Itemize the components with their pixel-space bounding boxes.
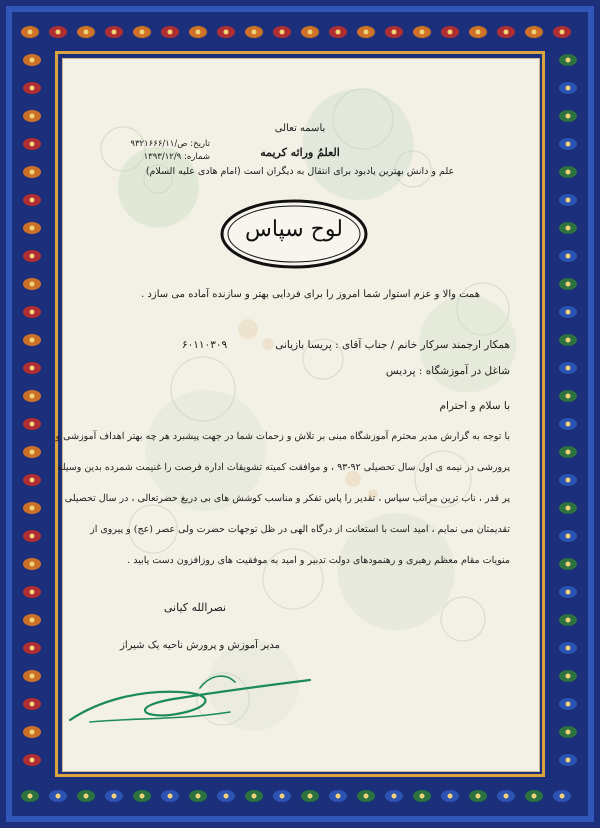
- certificate-title: لوح سپاس: [245, 217, 343, 242]
- recipient-code: ۶۰۱۱۰۳۰۹: [182, 339, 228, 351]
- date-label: تاریخ: ص/۹۳۲۱۶۶۶/۱۱: [130, 139, 210, 149]
- intro-text: همت والا و عزم استوار شما امروز را برای فردایی بهتر و سازنده آماده می سازد .: [141, 289, 480, 300]
- signatory-title: مدیر آموزش و پرورش ناحیه یک شیراز: [120, 640, 280, 651]
- motto-title: العلمُ وراثه کریمه: [260, 146, 340, 159]
- motto-line: علم و دانش بهترین یادبود برای انتقال به دیگران است (امام هادی علیه السلام): [145, 166, 455, 177]
- recipient-workplace: شاغل در آموزشگاه : پردیس: [385, 365, 510, 377]
- body-line: با توجه به گزارش مدیر محترم آموزشگاه مبنی بر تلاش و زحمات شما در جهت پیشبرد هر چه بهتر اهداف آموزشی و: [55, 431, 510, 442]
- handwritten-signature: [60, 660, 320, 740]
- body-line: منویات مقام معظم رهبری و رهنمودهای دولت تدبیر و امید به موفقیت های روزافزون دست یابید .: [127, 555, 510, 566]
- recipient-salutation: همکار ارجمند سرکار خانم / جناب آقای : پریسا بازیانی: [275, 339, 510, 351]
- basmala: باسمه تعالی: [274, 123, 326, 134]
- number-label: شماره: ۱۳۹۳/۱۲/۹: [143, 152, 210, 162]
- body-line: پر قدر ، ناب ترین مراتب سپاس ، تقدیر را پاس تفکر و مناسب کوشش های بی دریغ حضرتعالی ، در سال تحصیلی: [64, 493, 510, 504]
- signatory-name: نصرالله کیانی: [163, 601, 227, 614]
- body-line: پرورشی در نیمه ی اول سال تحصیلی ۹۲-۹۳ ، و موافقت کمیته تشویقات اداره فرصت را غنیمت شمرده بدین وسیله: [57, 462, 510, 473]
- body-line: تقدیمتان می نمایم ، امید است با استعانت از درگاه الهی در ظل توجهات حضرت ولی عصر (عج) و پیروی از: [90, 524, 510, 535]
- greeting: با سلام و احترام: [439, 400, 510, 412]
